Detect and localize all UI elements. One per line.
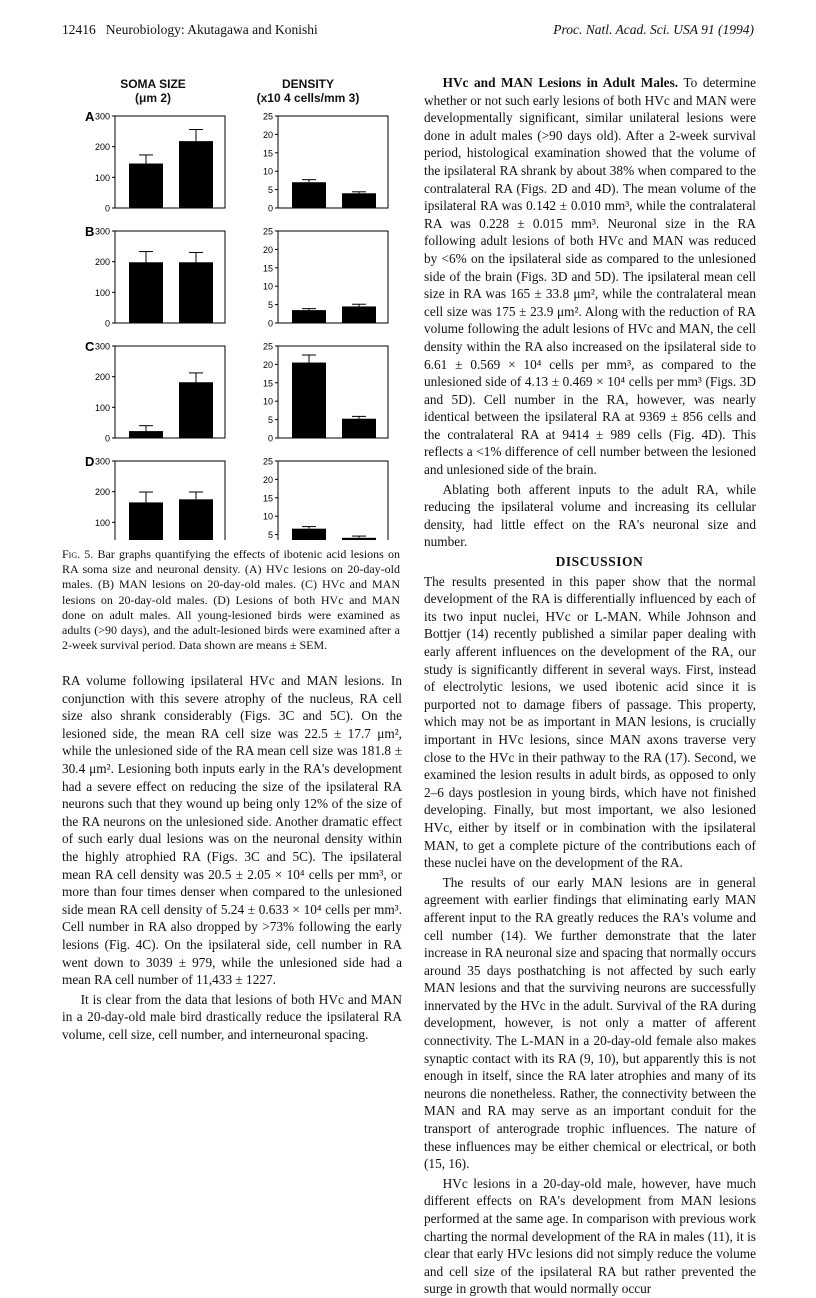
bar-d-soma-contra: [179, 499, 213, 540]
left-column: [62, 672, 402, 1043]
right-column: [424, 74, 756, 1298]
figure-5-bar-graphs: [60, 70, 410, 540]
panel-c-density-ytick-label-5: 5: [267, 415, 273, 426]
right-paragraph-4: The results of our early MAN lesions are in general agreement with earlier findings that eliminating early MAN afferent input to the RA greatly reduces the RA's volume and cell number (14). We further demonstrate that the later increase in RA neuronal size and spacing that normally occurs around 35 days posthatching is not affected by such early MAN lesions and that the surviving neurons are successfully innervated by the HVc in the adult. Survival of the RA during development, however, is not only a matter of afferent connectivity. The L-MAN in a 20-day-old female also makes synaptic contact with its RA (9, 10), but apparently this is not enough in itself, since the RA later atrophies and many of its neurons die nonetheless. Rather, the connectivity between the MAN and RA may serve as an important conduit for the transport of anterograde trophic influences. The nature of these influences may be either chemical or electrical, or both (15, 16).: [424, 874, 756, 1172]
panel-a-density-ytick-label-20: 20: [262, 129, 273, 140]
panel-d-soma-ytick-label-100: 100: [94, 517, 110, 528]
panel-d-density-ytick-label-5: 5: [267, 530, 273, 540]
bar-d-soma-ipsi: [129, 502, 163, 540]
figure-caption-text: Bar graphs quantifying the effects of ibotenic acid lesions on RA soma size and neuronal density. (A) HVc lesions on 20-day-old males. (B) MAN lesions on 20-day-old males. (C) HVc and MAN lesions on 20-day-old males. (D) Lesions of both HVc and MAN done on adult males. All young-lesioned birds were examined as adults (>90 days), and the adult-lesioned birds were examined after a 2-week survival period. Data shown are means ± SEM.: [62, 547, 401, 653]
panel-a-soma-ytick-label-100: 100: [94, 172, 110, 183]
bar-c-density-ipsi: [292, 363, 326, 438]
panel-b-density-ytick-label-25: 25: [262, 226, 273, 237]
bar-a-density-ipsi: [292, 182, 326, 208]
panel-b-density-ytick-label-15: 15: [262, 263, 273, 274]
bar-a-density-contra: [342, 193, 376, 208]
right-paragraph-1-text: To determine whether or not such early lesions of both HVc and MAN were developmentally significant, similar unilateral lesions were done in adult males (>90 days old). After a 2-week survival period, histological examination showed that the volume of the ipsilateral RA shrank by about 38% when compared to the contralateral RA (Figs. 2D and 4D). The mean volume of the ipsilateral RA was 0.142 ± 0.010 mm³, while the contralateral RA was 0.228 ± 0.015 mm³. Neuronal size in the RA following adult lesions of both HVc and MAN was reduced by <6% on the ipsilateral side as compared to the unlesioned side of the brain (Figs. 3D and 5D). The ipsilateral mean cell size in RA was 165 ± 33.8 μm², while the contralateral mean cell size was 175 ± 23.9 μm². Along with the reduction of RA volume following the adult lesions of HVc and MAN, the cell density within the RA also increased on the ipsilateral side to 6.61 ± 0.569 × 10⁴ cells per mm³, as compared to the unlesioned side of 4.13 ± 0.469 × 10⁴ cells per mm³ (Figs. 3D and 5D). Cell number in the RA, however, was nearly identical between the ipsilateral RA at 9369 ± 856 cells and the contralateral RA at 9414 ± 989 cells (Fig. 4D). This reflects a <1% difference of cell number between the lesioned and unlesioned side of the brain.: [424, 75, 756, 478]
panel-label-d: D: [85, 454, 95, 469]
discussion-heading: DISCUSSION: [555, 554, 644, 570]
bar-b-density-contra: [342, 306, 376, 323]
panel-a-density-ytick-label-15: 15: [262, 148, 273, 159]
panel-c-density-ytick-label-10: 10: [262, 396, 273, 407]
panel-c-soma-ytick-label-300: 300: [94, 341, 110, 352]
bar-b-density-ipsi: [292, 310, 326, 323]
bar-c-soma-contra: [179, 382, 213, 438]
panel-d-density-ytick-label-15: 15: [262, 493, 273, 504]
figure-caption: [62, 547, 400, 653]
panel-c-density-ytick-label-0: 0: [267, 433, 273, 444]
panel-c-soma-ytick-label-200: 200: [94, 372, 110, 383]
panel-b-soma-ytick-label-100: 100: [94, 287, 110, 298]
panel-a-soma-ytick-label-300: 300: [94, 111, 110, 122]
panel-b-density-ytick-label-20: 20: [262, 244, 273, 255]
panel-b-density-ytick-label-0: 0: [267, 318, 273, 329]
bar-b-soma-ipsi: [129, 262, 163, 323]
panel-d-soma-ytick-label-300: 300: [94, 456, 110, 467]
bar-b-soma-contra: [179, 262, 213, 323]
panel-d-density-ytick-label-20: 20: [262, 474, 273, 485]
section-subheading: HVc and MAN Lesions in Adult Males.: [442, 75, 679, 90]
panel-d-density-ytick-label-25: 25: [262, 456, 273, 467]
panel-c-soma-ytick-label-100: 100: [94, 402, 110, 413]
density-unit: (x10 4 cells/mm 3): [256, 91, 360, 105]
page-number: 12416: [62, 22, 96, 37]
running-title: Neurobiology: Akutagawa and Konishi: [105, 22, 318, 37]
panel-label-b: B: [85, 224, 95, 239]
panel-a-density-ytick-label-10: 10: [262, 166, 273, 177]
panel-d-density-ytick-label-10: 10: [262, 511, 273, 522]
panel-c-density-ytick-label-15: 15: [262, 378, 273, 389]
bar-d-density-contra: [342, 538, 376, 540]
panel-a-density-ytick-label-0: 0: [267, 203, 273, 214]
bar-a-soma-ipsi: [129, 164, 163, 208]
right-paragraph-3: The results presented in this paper show that the normal development of the RA is differentially influenced by each of its two input nuclei, HVc or L-MAN. While Johnson and Bottjer (14) recently published a similar paper dealing with early afferent influences on the development of the RA, our study is significantly different in several ways. First, instead of electrolytic lesions, we used ibotenic acid since it is purported not to damage fibers of passage. This property, which may not be as important in MAN lesions, is crucially important in HVc lesions, since MAN axons traverse very close to the HVc in their pathway to the RA (17). Second, we examined the lesion results in adult birds, as opposed to only 2–6 days postlesion in young birds, which have not finished developing. Finally, but most important, we also lesioned HVc, either by itself or in combination with the ipsilateral MAN, to get a complete picture of the contributions each of these nuclei have on the development of the RA.: [424, 573, 756, 871]
panel-label-a: A: [85, 109, 95, 124]
bar-a-soma-contra: [179, 141, 213, 208]
journal-citation: Proc. Natl. Acad. Sci. USA 91 (1994): [553, 22, 754, 37]
right-paragraph-5: HVc lesions in a 20-day-old male, however, have much different effects on RA's development from MAN lesions performed at the same age. In comparison with previous work charting the normal development of the RA in males (11), it is clear that early HVc lesions did not simply reduce the volume and cell size of the ipsilateral RA but rather prevented the surge in growth that would normally occur: [424, 1175, 756, 1297]
panel-a-soma-ytick-label-0: 0: [104, 203, 110, 214]
panel-c-soma-ytick-label-0: 0: [104, 433, 110, 444]
density-title-text: DENSITY: [281, 77, 334, 91]
left-paragraph-2: It is clear from the data that lesions of both HVc and MAN in a 20-day-old male bird drastically reduce the ipsilateral RA volume, cell size, cell number, and interneuronal spacing.: [62, 991, 402, 1042]
bar-d-density-ipsi: [292, 529, 326, 540]
running-header-left: [62, 22, 318, 38]
page-header: [62, 22, 754, 38]
bar-c-density-contra: [342, 419, 376, 438]
soma-size-title-text: SOMA SIZE: [120, 77, 186, 91]
panel-a-density-ytick-label-25: 25: [262, 111, 273, 122]
panel-c-density-ytick-label-25: 25: [262, 341, 273, 352]
panel-a-soma-ytick-label-200: 200: [94, 142, 110, 153]
panel-c-density-ytick-label-20: 20: [262, 359, 273, 370]
panel-a-density-ytick-label-5: 5: [267, 185, 273, 196]
panel-b-soma-ytick-label-300: 300: [94, 226, 110, 237]
bar-c-soma-ipsi: [129, 431, 163, 438]
panel-d-density-axes: [278, 461, 388, 540]
figure-caption-label: Fig. 5.: [62, 547, 94, 561]
panel-b-soma-ytick-label-0: 0: [104, 318, 110, 329]
panel-b-density-ytick-label-10: 10: [262, 281, 273, 292]
left-paragraph-1: RA volume following ipsilateral HVc and MAN lesions. In conjunction with this severe atrophy of the nucleus, RA cell size also shrank considerably (Figs. 3C and 5C). On the lesioned side, the mean RA cell size was 22.5 ± 17.7 μm², while the unlesioned side of the RA mean cell size was 181.8 ± 30.4 μm². Lesioning both inputs early in the RA's development had a severe effect on reducing the size of the ipsilateral RA neurons such that they wound up being only 12% of the size of the RA neurons on the unlesioned side. Another dramatic effect of such early dual lesions was on the neuronal density within the highly atrophied RA (Figs. 3C and 5C). The ipsilateral mean RA cell density was 20.5 ± 2.05 × 10⁴ cells per mm³, or more than four times denser when compared to the unlesioned side mean RA cell density of 5.24 ± 0.633 × 10⁴ cells per mm³. Cell number in RA also dropped by >73% following the early lesions (Fig. 4C). On the ipsilateral side, cell number in RA went down to 3039 ± 979, while the unlesioned side had a mean RA cell number of 11,433 ± 1227.: [62, 673, 402, 988]
panel-b-soma-ytick-label-200: 200: [94, 257, 110, 268]
panel-d-soma-ytick-label-200: 200: [94, 487, 110, 498]
right-paragraph-2: Ablating both afferent inputs to the adult RA, while reducing the ipsilateral volume and increasing its cellular density, had little effect on the RA's neuronal size and number.: [424, 481, 756, 550]
panel-label-c: C: [85, 339, 95, 354]
soma-size-unit: (μm 2): [134, 91, 171, 105]
panel-b-density-ytick-label-5: 5: [267, 300, 273, 311]
right-paragraph-1: [424, 74, 756, 479]
